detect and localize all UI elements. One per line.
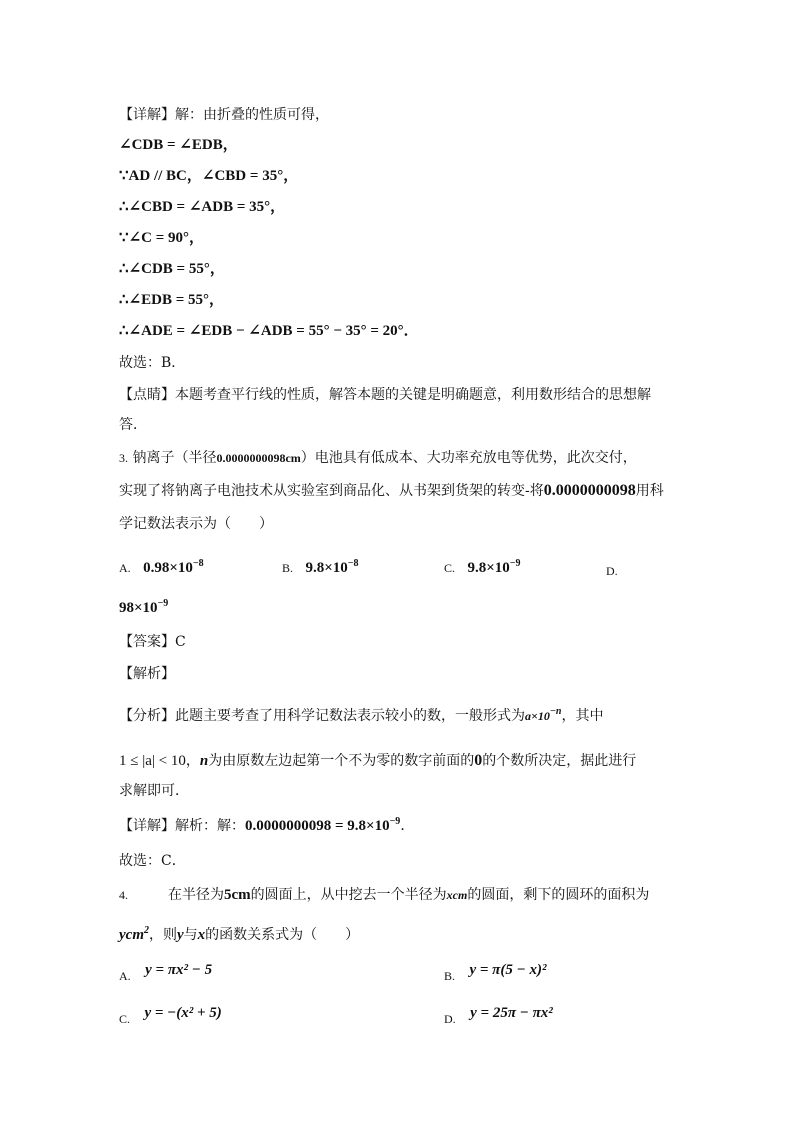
zero-digit: 0 <box>474 752 483 769</box>
option-expr: y = 25π − πx² <box>470 1005 553 1021</box>
q3-line-1 <box>119 447 637 469</box>
option-label: B. <box>282 561 294 575</box>
option-expr: $0.98\times 10^{-8}$ <box>143 558 204 576</box>
q3-option-b <box>282 557 358 579</box>
n-var: n <box>199 753 209 769</box>
option-label: C. <box>444 561 456 575</box>
step-2-expr-b: ∠CBD = 35° <box>201 168 284 184</box>
step-3-expr: ∴∠CBD = ∠ADB = 35° <box>119 199 271 215</box>
step-5: ∴∠CDB = 55°， <box>119 261 225 277</box>
option-expr: y = πx² − 5 <box>145 962 213 978</box>
q3-line-2 <box>119 480 664 502</box>
q4-x-cm: xcm <box>446 888 468 902</box>
form-expr: $a\times 10^{-n}$ <box>525 706 562 723</box>
step-4: ∵∠C = 90°， <box>119 230 205 246</box>
q3-text-1: 钠离子（半径 <box>132 450 217 466</box>
option-label: A. <box>119 969 131 983</box>
step-3: ∴∠CBD = ∠ADB = 35°， <box>119 199 286 215</box>
option-expr: y = π(5 − x)² <box>469 962 547 978</box>
q4-option-c <box>119 1005 222 1030</box>
step-1-expr: ∠CDB = ∠EDB <box>119 137 223 153</box>
step-7: ∴∠ADE = ∠EDB − ∠ADB = 55° − 35° = 20°． <box>119 323 419 339</box>
step-6: ∴∠EDB = 55°， <box>119 292 225 308</box>
option-label: D. <box>606 564 618 578</box>
q4-option-b <box>444 962 547 987</box>
step-5-expr: ∴∠CDB = 55° <box>119 261 210 277</box>
condition-expr: 1 ≤ |a| < 10 <box>119 753 186 769</box>
detail-expr: $0.0000000098 = 9.8\times 10^{-9}$ <box>245 816 401 834</box>
q3-number: 3. <box>119 451 128 465</box>
step-6-expr: ∴∠EDB = 55° <box>119 292 209 308</box>
step-7-expr: ∴∠ADE = ∠EDB − ∠ADB = 55° − 35° = 20° <box>119 323 404 339</box>
step-4-expr: ∵∠C = 90° <box>119 230 189 246</box>
q3-analysis-line-1: 【分析】此题主要考查了用科学记数法表示较小的数，一般形式为$a\times 10^{-n}$，其中 <box>119 706 604 724</box>
step-2-expr-a: ∵AD // BC <box>119 168 187 184</box>
q3-option-c <box>444 557 520 579</box>
q3-detail: 【详解】解析：解：$0.0000000098 = 9.8\times 10^{-9}$． <box>119 816 415 834</box>
q3-line-3: 学记数法表示为（ ） <box>119 516 273 532</box>
q3-analysis-line-3: 求解即可． <box>119 783 189 799</box>
option-label: B. <box>444 969 456 983</box>
solution-header: 【详解】解：由折叠的性质可得， <box>119 107 329 123</box>
comment-line-2: 答． <box>119 417 147 433</box>
option-label: A. <box>119 561 131 575</box>
q3-answer: 【答案】C <box>119 634 186 650</box>
option-expr: $9.8\times 10^{-8}$ <box>305 558 359 576</box>
comment-line-1: 【点睛】本题考查平行线的性质，解答本题的关键是明确题意，利用数形结合的思想解 <box>119 387 651 403</box>
option-label: D. <box>444 1012 456 1026</box>
q4-radius: 5cm <box>224 887 251 903</box>
q3-option-d-expr: $98\times 10^{-9}$ <box>119 598 169 616</box>
option-expr: $9.8\times 10^{-9}$ <box>467 558 521 576</box>
q4-line-2: ycm$^2$，则y与x的函数关系式为（ ） <box>119 925 360 943</box>
q3-text-2: ）电池具有低成本、大功率充放电等优势，此次交付， <box>300 450 637 466</box>
option-expr: y = −(x² + 5) <box>144 1005 222 1021</box>
q4-option-d <box>444 1005 553 1030</box>
q3-radius: 0.0000000098cm <box>216 451 301 465</box>
q3-analysis-header: 【解析】 <box>119 666 175 682</box>
q3-option-d-label <box>606 560 618 582</box>
q4-number: 4. <box>119 888 128 902</box>
q3-text-4: 用科 <box>635 483 664 499</box>
step-1: ∠CDB = ∠EDB， <box>119 137 238 153</box>
solution-choice: 故选：B． <box>119 355 186 371</box>
q4-y-cm: ycm$^2$ <box>119 925 149 943</box>
q4-option-a <box>119 962 213 987</box>
q3-text-3: 实现了将钠离子电池技术从实验室到商品化、从书架到货架的转变-将 <box>119 483 544 499</box>
step-2: ∵AD // BC，∠CBD = 35°， <box>119 168 299 184</box>
option-label: C. <box>119 1012 131 1026</box>
q3-analysis-line-2: 1 ≤ |a| < 10，n为由原数左边起第一个不为零的数字前面的0的个数所决定，据此进行 <box>119 752 637 769</box>
q3-number-value: 0.0000000098 <box>543 482 636 499</box>
q4-line-1: 4. 在半径为5cm的圆面上，从中挖去一个半径为xcm的圆面，剩下的圆环的面积为 <box>119 887 650 903</box>
q3-option-a <box>119 557 204 579</box>
q3-choice: 故选：C． <box>119 853 186 869</box>
